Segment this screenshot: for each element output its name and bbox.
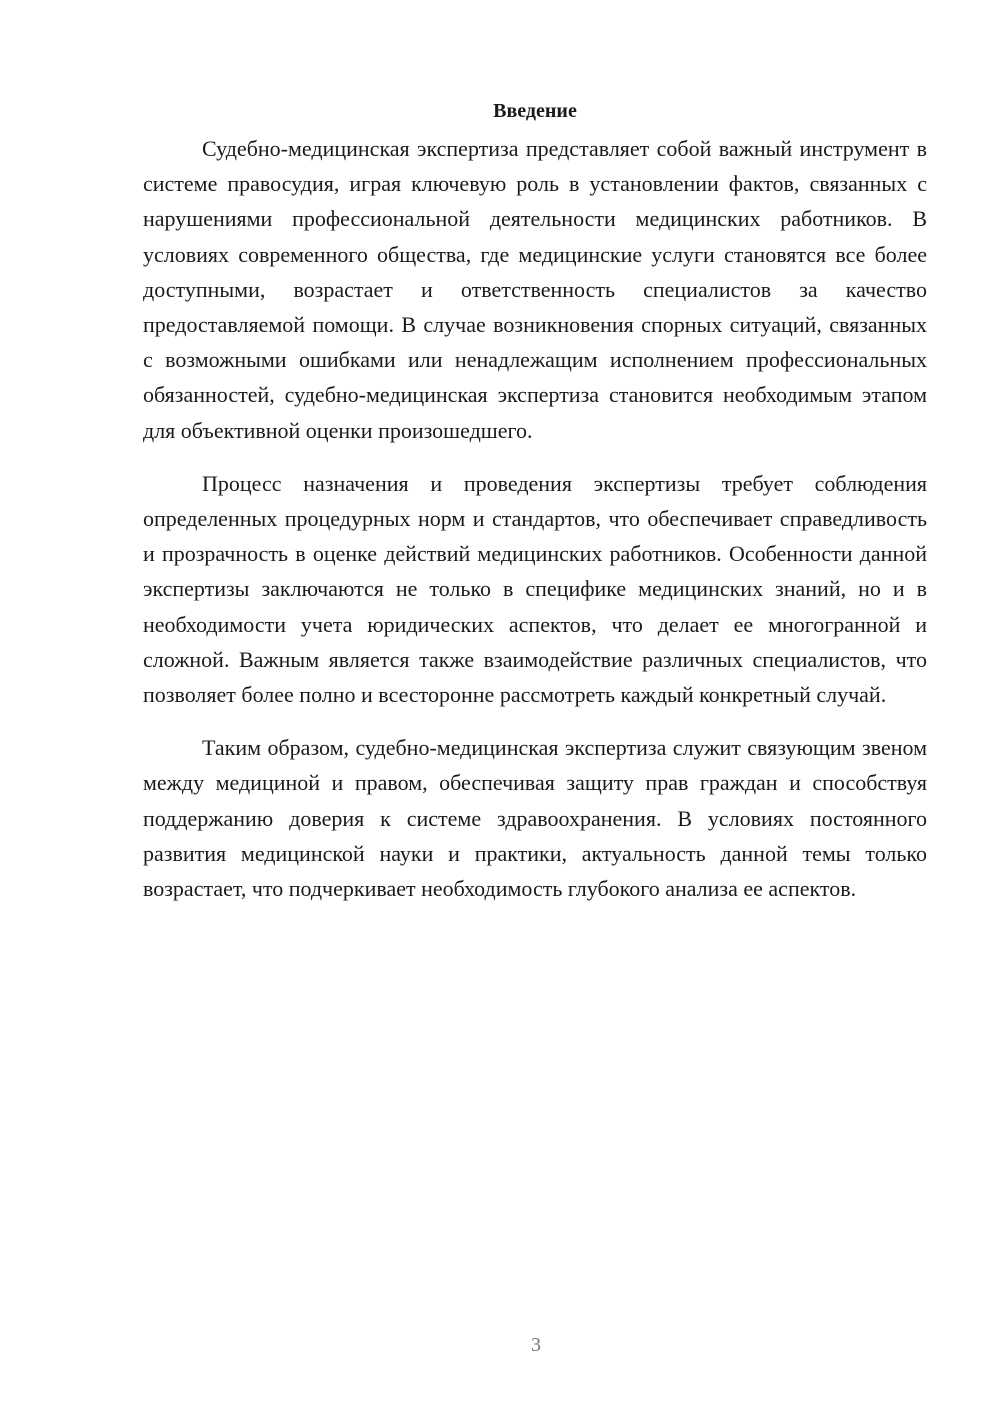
page-body bbox=[143, 95, 927, 906]
paragraph-2: Процесс назначения и проведения экспертизы требует соблюдения определенных процедурных норм и стандартов, что обеспечивает справедливость и прозрачность в оценке действий медицинских работников. Особенности данной экспертизы заключаются не только в специфике медицинских знаний, но и в необходимости учета юридических аспектов, что делает ее многогранной и сложной. Важным является также взаимодействие различных специалистов, что позволяет более полно и всесторонне рассмотреть каждый конкретный случай. bbox=[143, 470, 927, 708]
page-number: 3 bbox=[531, 1334, 541, 1356]
section-title: Введение bbox=[493, 100, 577, 122]
paragraph-3: Таким образом, судебно-медицинская экспертиза служит связующим звеном между медициной и правом, обеспечивая защиту прав граждан и способствуя поддержанию доверия к системе здравоохранения. В условиях постоянного развития медицинской науки и практики, актуальность данной темы только возрастает, что подчеркивает необходимость глубокого анализа ее аспектов. bbox=[143, 735, 927, 902]
paragraph-1: Судебно-медицинская экспертиза представляет собой важный инструмент в системе правосудия, играя ключевую роль в установлении фактов, связанных с нарушениями профессиональной деятельности медицинских работников. В условиях современного общества, где медицинские услуги становятся все более доступными, возрастает и ответственность специалистов за качество предоставляемой помощи. В случае возникновения спорных ситуаций, связанных с возможными ошибками или ненадлежащим исполнением профессиональных обязанностей, судебно-медицинская экспертиза становится необходимым этапом для объективной оценки произошедшего. bbox=[143, 136, 927, 443]
